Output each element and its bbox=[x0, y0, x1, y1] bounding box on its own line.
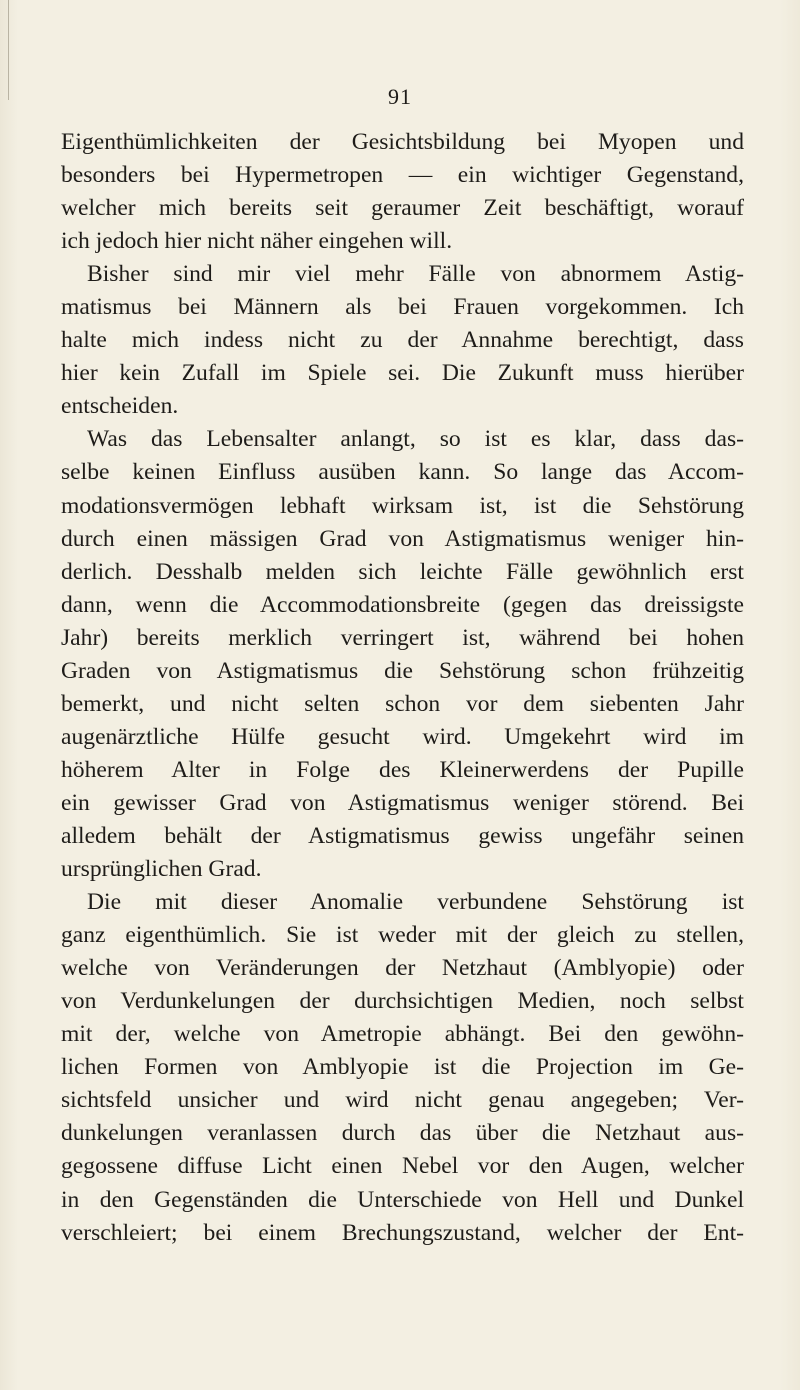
text-line: besonders bei Hypermetropen — ein wichtiger Gegenstand, bbox=[61, 162, 744, 189]
text-line: bemerkt, und nicht selten schon vor dem siebenten Jahr bbox=[61, 690, 744, 717]
text-line: ein gewisser Grad von Astigmatismus weniger störend. Bei bbox=[61, 789, 744, 816]
text-line: von Verdunkelungen der durchsichtigen Medien, noch selbst bbox=[61, 988, 744, 1015]
text-line: alledem behält der Astigmatismus gewiss ungefähr seinen bbox=[61, 822, 744, 849]
text-line: augenärztliche Hülfe gesucht wird. Umgekehrt wird im bbox=[61, 723, 744, 750]
text-line: hier kein Zufall im Spiele sei. Die Zukunft muss hierüber bbox=[61, 360, 744, 387]
text-line: welcher mich bereits seit geraumer Zeit beschäftigt, worauf bbox=[61, 195, 744, 222]
text-line: matismus bei Männern als bei Frauen vorgekommen. Ich bbox=[61, 294, 744, 321]
text-line: höherem Alter in Folge des Kleinerwerdens der Pupille bbox=[61, 756, 744, 783]
text-line: sichtsfeld unsicher und wird nicht genau angegeben; Ver- bbox=[61, 1087, 744, 1114]
text-line: ursprünglichen Grad. bbox=[61, 856, 262, 883]
text-line: Die mit dieser Anomalie verbundene Sehstörung ist bbox=[87, 889, 744, 916]
text-line: Eigenthümlichkeiten der Gesichtsbildung bei Myopen und bbox=[61, 129, 744, 155]
text-line: entscheiden. bbox=[61, 393, 179, 420]
text-line: Was das Lebensalter anlangt, so ist es klar, dass das- bbox=[87, 426, 744, 453]
text-line: in den Gegenständen die Unterschiede von Hell und Dunkel bbox=[61, 1186, 744, 1213]
text-line: Graden von Astigmatismus die Sehstörung schon frühzeitig bbox=[61, 657, 744, 684]
text-line: gegossene diffuse Licht einen Nebel vor den Augen, welcher bbox=[61, 1153, 744, 1180]
text-line: modationsvermögen lebhaft wirksam ist, ist die Sehstörung bbox=[61, 492, 744, 519]
text-line: ganz eigenthümlich. Sie ist weder mit der gleich zu stellen, bbox=[61, 922, 744, 949]
text-line: Jahr) bereits merklich verringert ist, während bei hohen bbox=[61, 624, 744, 651]
text-line: selbe keinen Einfluss ausüben kann. So lange das Accom- bbox=[61, 459, 744, 486]
text-line: derlich. Desshalb melden sich leichte Fälle gewöhnlich erst bbox=[61, 558, 744, 585]
text-line: Bisher sind mir viel mehr Fälle von abnormem Astig- bbox=[87, 261, 744, 288]
text-line: mit der, welche von Ametropie abhängt. Bei den gewöhn- bbox=[61, 1021, 744, 1048]
text-line: dunkelungen veranlassen durch das über die Netzhaut aus- bbox=[61, 1120, 744, 1147]
text-line: ich jedoch hier nicht näher eingehen will. bbox=[61, 228, 453, 255]
text-line: lichen Formen von Amblyopie ist die Projection im Ge- bbox=[61, 1054, 744, 1081]
text-line: verschleiert; bei einem Brechungszustand, welcher der Ent- bbox=[61, 1219, 744, 1246]
body-text bbox=[61, 126, 744, 1250]
text-line: halte mich indess nicht zu der Annahme berechtigt, dass bbox=[61, 327, 744, 354]
text-line: welche von Veränderungen der Netzhaut (Amblyopie) oder bbox=[61, 955, 744, 982]
text-line: dann, wenn die Accommodationsbreite (gegen das dreissigste bbox=[61, 591, 744, 618]
page-number: 91 bbox=[388, 84, 412, 109]
text-line: durch einen mässigen Grad von Astigmatismus weniger hin- bbox=[61, 525, 744, 552]
